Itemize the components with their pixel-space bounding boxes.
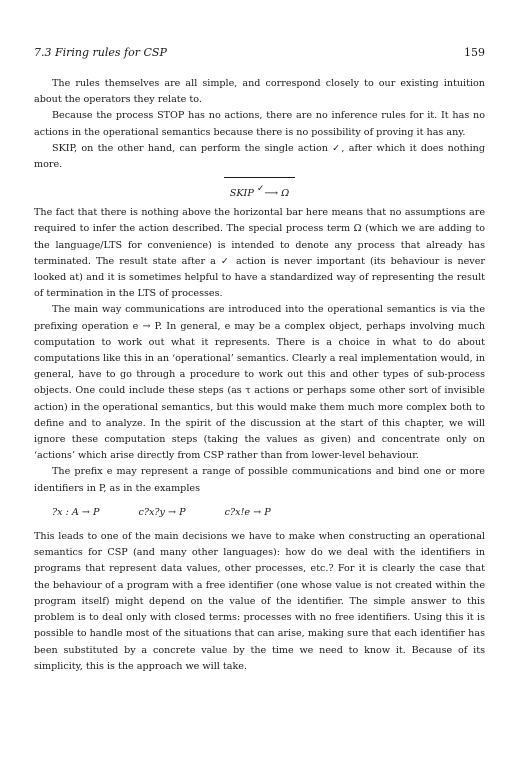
paragraph: The main way communications are introduced into the operational semantics is via the prefixing operation e → P. In general, e may be a complex object, perhaps involving much computation to work out what it represents. There is a choice in what to do about computations like this in an ‘operational’ semantics. Clearly a real implementation would, in general, have to go through a procedure to work out this and other types of sub-process objects. One could include these steps (as τ actions or perhaps some other sort of invisible action) in the operational semantics, but this would make them much more complex both to define and to analyze. In the spirit of the discussion at the start of this chapter, we will ignore these computation steps (taking the values as given) and concentrate only on ‘actions’ which arise directly from CSP rather than from lower-level behaviour. xyxy=(34,304,485,462)
paragraph: Because the process STOP has no actions, there are no inference rules for it. It has no actions in the operational semantics because there is no possibility of proving it has any. xyxy=(34,110,485,138)
example-formula: c?x!e → P xyxy=(224,506,271,518)
inference-rule xyxy=(34,177,485,203)
example-formula: ?x : A → P xyxy=(52,506,100,518)
examples-row xyxy=(52,505,485,521)
example-formula: c?x?y → P xyxy=(138,506,186,518)
paragraph: SKIP, on the other hand, can perform the single action ✓, after which it does nothing more. xyxy=(34,142,485,171)
paragraph: The prefix e may represent a range of possible communications and bind one or more identifiers in P, as in the examples xyxy=(34,466,485,494)
rule-conclusion xyxy=(224,177,295,203)
tick-icon: ✓ xyxy=(256,184,265,195)
paragraph: The fact that there is nothing above the horizontal bar here means that no assumptions are required to infer the action described. The special process term Ω (which we are adding to the language/LTS for convenience) is intended to denote any process that already has terminated. The result state after a ✓ action is never important (its behaviour is never looked at) and it is sometimes helpful to have a standardized way of representing the result of termination in the LTS of processes. xyxy=(34,207,485,300)
rule-lhs: SKIP xyxy=(229,188,254,200)
section-title: 7.3 Firing rules for CSP xyxy=(34,46,167,59)
paragraph: This leads to one of the main decisions we have to make when constructing an operational semantics for CSP (and many other languages): how do we deal with the identifiers in programs that represent data values, other processes, etc.? For it is clearly the case that the behaviour of a program with a free identifier (one whose value is not created within the program itself) might depend on the value of the identifier. The simple answer to this problem is to deal only with closed terms: processes with no free identifiers. Using this it is possible to handle most of the situations that can arise, making sure that each identifier has been substituted by a concrete value by the time we need to know it. Because of its simplicity, this is the approach we will take. xyxy=(34,531,485,672)
rule-arrow: ✓⟶ xyxy=(256,184,279,200)
page-body xyxy=(34,76,485,675)
rule-rhs: Ω xyxy=(281,188,290,200)
paragraph: The rules themselves are all simple, and correspond closely to our existing intuition about the operators they relate to. xyxy=(34,78,485,106)
running-header xyxy=(34,46,485,60)
page-number: 159 xyxy=(464,46,485,59)
